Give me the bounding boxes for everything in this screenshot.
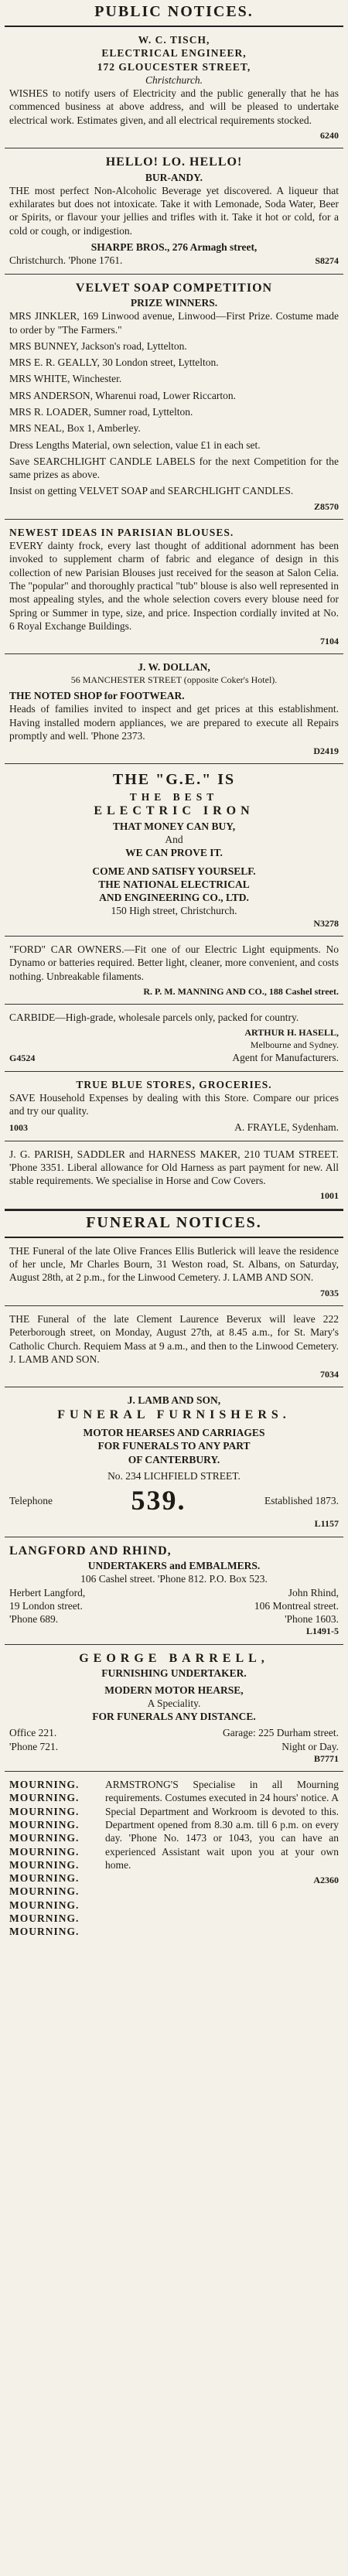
ad-lamb: [5, 1387, 343, 1537]
winner-2: MRS BUNNEY, Jackson's road, Lyttelton.: [9, 339, 187, 352]
ad-parish: [5, 1141, 343, 1210]
mourning-label-11: MOURNING.: [9, 1912, 80, 1924]
ad-subheadline: PRIZE WINNERS.: [130, 297, 218, 309]
winner-3: MRS E. R. GEALLY, 30 London street, Lyttelton.: [9, 357, 219, 369]
ad-est: Established 1873.: [264, 1494, 339, 1506]
ad-line: 150 High street, Christchurch.: [111, 905, 237, 917]
winner-8: Dress Lengths Material, own selection, value £1 in each set.: [9, 438, 261, 451]
ad-role: FURNISHING UNDERTAKER.: [101, 1667, 247, 1680]
ad-signoff: ARTHUR H. HASELL,: [244, 1027, 339, 1039]
ad-tel-label: Telephone: [9, 1494, 53, 1506]
ad-ref: B7771: [313, 1752, 339, 1764]
ad-city: Christchurch. 'Phone 1761.: [9, 254, 123, 267]
ad-agent: Agent for Manufacturers.: [232, 1052, 339, 1064]
ad-headline: THE NOTED SHOP for FOOTWEAR.: [9, 690, 185, 702]
ad-line: A Speciality.: [147, 1697, 201, 1709]
ad-subheadline: BUR-ANDY.: [145, 171, 203, 183]
mourning-label-8: MOURNING.: [9, 1872, 80, 1885]
ad-carbide: [5, 1005, 343, 1071]
mourning-block: [9, 1778, 339, 1938]
ad-headline: LANGFORD AND RHIND,: [9, 1544, 172, 1558]
ad-ref: D2419: [313, 746, 339, 757]
ad-signoff: R. P. M. MANNING AND CO., 188 Cashel street.: [143, 985, 339, 997]
ad-address: 56 MANCHESTER STREET (opposite Coker's Hotel).: [70, 674, 278, 685]
ad-line: OF CANTERBURY.: [128, 1453, 220, 1465]
ad-line: MOTOR HEARSES AND CARRIAGES: [83, 1427, 265, 1439]
mourning-label-9: MOURNING.: [9, 1885, 80, 1898]
notice-ref: 7035: [320, 1287, 339, 1298]
ad-person-1: Herbert Langford,: [9, 1586, 86, 1598]
ad-insist-note: Insist on getting VELVET SOAP and SEARCHLIGHT CANDLES.: [9, 485, 294, 497]
ad-name: J. W. DOLLAN,: [138, 661, 210, 674]
mourning-label-4: MOURNING.: [9, 1819, 80, 1830]
ad-office: Office 221.: [9, 1727, 57, 1739]
ad-ref: L1157: [314, 1518, 339, 1530]
ad-ge-iron: [5, 764, 343, 937]
ad-phone: 'Phone 721.: [9, 1740, 59, 1752]
ad-line: And: [165, 834, 183, 846]
ad-address: No. 234 LICHFIELD STREET.: [107, 1469, 241, 1482]
ad-name: J. LAMB AND SON,: [127, 1394, 221, 1407]
notice-beverux: [5, 1306, 343, 1387]
ad-ref: 7104: [320, 636, 339, 647]
section-header-funeral-notices: FUNERAL NOTICES.: [5, 1210, 343, 1238]
winner-5: MRS ANDERSON, Wharenui road, Lower Riccarton.: [9, 389, 236, 401]
notice-body: THE Funeral of the late Clement Laurence Beverux will leave 222 Peterborough street, on Monday, August 27th, at 8.45 a.m., for St. Mary's Catholic Church. Requiem Mass at 9 a.m., and then to the Linwood Cemetery. J. LAMB AND SON.: [9, 1312, 339, 1365]
mourning-label-6: MOURNING.: [9, 1845, 80, 1858]
winner-4: MRS WHITE, Winchester.: [9, 373, 122, 385]
ad-line: THE NATIONAL ELECTRICAL: [98, 878, 250, 890]
ad-tisch: [5, 27, 343, 148]
winner-6: MRS R. LOADER, Sumner road, Lyttelton.: [9, 405, 193, 418]
ad-body: "FORD" CAR OWNERS.—Fit one of our Electric Light equipments. No Dynamo or batteries required. Better light, cleaner, more convenient, and costs nothing. Unbreakable filaments.: [9, 943, 339, 982]
ad-body: WISHES to notify users of Electricity and the public generally that he has commenced business at above address, and will be pleased to undertake electrical work. Estimates given, and all electrical requirements stocked.: [9, 87, 339, 126]
ad-body: Heads of families invited to inspect and get prices at this establishment. Having installed modern appliances, we are prepared to execute all Repairs promptly and well. 'Phone 2373.: [9, 703, 339, 742]
notice-ref: 7034: [320, 1369, 339, 1380]
notice-butlerick: [5, 1238, 343, 1306]
notice-body: THE Funeral of the late Olive Frances Ellis Butlerick will leave the residence of her uncle, Mr Charles Bourn, 31 Weston road, St. Albans, on Saturday, August 28th, at 2 p.m., for the Linwood Cemetery. J. LAMB AND SON.: [9, 1244, 339, 1284]
ad-signoff: A. FRAYLE, Sydenham.: [234, 1121, 339, 1134]
ad-person-1-addr: 19 London street.: [9, 1599, 83, 1612]
ad-headline: THE "G.E." IS: [112, 771, 236, 789]
ad-role: UNDERTAKERS and EMBALMERS.: [87, 1560, 261, 1572]
ad-save-note: Save SEARCHLIGHT CANDLE LABELS for the next Competition for the same prizes as above.: [9, 455, 339, 481]
ad-line: THE BEST: [129, 791, 219, 804]
ad-headline: NEWEST IDEAS IN PARISIAN BLOUSES.: [9, 526, 234, 538]
ad-ford: [5, 937, 343, 1005]
winner-7: MRS NEAL, Box 1, Amberley.: [9, 422, 141, 435]
winner-1: MRS JINKLER, 169 Linwood avenue, Linwood—First Prize. Costume made to order by "The Farmers.": [9, 310, 339, 336]
ad-line: FOR FUNERALS TO ANY PART: [97, 1440, 251, 1452]
ad-body: CARBIDE—High-grade, wholesale parcels only, packed for country.: [9, 1012, 299, 1024]
ad-dollan: [5, 654, 343, 764]
ad-signoff-2: Melbourne and Sydney.: [250, 1039, 339, 1050]
ad-line: ELECTRIC IRON: [94, 804, 254, 818]
ad-night: Night or Day.: [281, 1740, 339, 1752]
ad-headline: HELLO! LO. HELLO!: [105, 155, 243, 169]
ad-person-2-addr: 106 Montreal street.: [254, 1599, 339, 1612]
ad-body: J. G. PARISH, SADDLER and HARNESS MAKER, 210 TUAM STREET. 'Phone 3351. Liberal allowance for Old Harness as part payment for new. All stable requirements. We specialise in Horse and Cow Covers.: [9, 1148, 339, 1187]
ad-name: GEORGE BARRELL,: [79, 1651, 269, 1665]
ad-ref: 1003: [9, 1122, 28, 1134]
ad-body: THE most perfect Non-Alcoholic Beverage yet discovered. A liqueur that exhilarates but does not intoxicate. Take it with Lemonade, Soda Water, Beer or Spirits, or flavour your jellies and trifles with it. Take it hot or cold, for a cold or cough, or indigestion.: [9, 184, 339, 237]
ad-ref: S8274: [315, 255, 339, 267]
mourning-label-7: MOURNING.: [9, 1858, 80, 1871]
ad-ref: N3278: [313, 917, 339, 929]
mourning-label-2: MOURNING.: [9, 1792, 80, 1804]
ad-line: COME AND SATISFY YOURSELF.: [92, 865, 256, 877]
ad-ref: G4524: [9, 1053, 36, 1064]
ad-body: EVERY dainty frock, every last thought of additional adornment has been invoked to supplement charm of fabric and elegance of design in this collection of new Parisian Blouses just received for the season at Salon Celia. The "popular" and thoroughly practical "tub" blouse is also well represented in most appealing styles, and the whole selection covers every blouse need for Spring or Summer in type, size, and price. Inspection cordially invited at No. 6 Royal Exchange Buildings.: [9, 540, 339, 632]
mourning-label-10: MOURNING.: [9, 1899, 80, 1911]
mourning-label-3: MOURNING.: [9, 1805, 80, 1817]
newspaper-column: [5, 0, 343, 1944]
ad-role: ELECTRICAL ENGINEER,: [101, 47, 247, 60]
mourning-text: ARMSTRONG'S Specialise in all Mourning requirements. Costumes executed in 24 hours' notice. A Special Department and Workroom is devoted to this. Department opened from 8.30 a.m. till 6 p.m. on every day. 'Phone No. 1473 or 1043, you can have an experienced Assistant wait upon you at your own home.: [105, 1779, 339, 1871]
ad-true-blue: [5, 1072, 343, 1141]
ad-mourning: [5, 1772, 343, 1944]
ad-ref: 6240: [320, 129, 339, 141]
mourning-label-12: MOURNING.: [9, 1926, 80, 1938]
ad-sharpe: [5, 148, 343, 274]
ad-ref: L1491-5: [306, 1626, 339, 1637]
ad-city: Christchurch.: [145, 73, 203, 86]
ad-velvet-soap: [5, 275, 343, 520]
ad-name: W. C. TISCH,: [138, 34, 210, 46]
ad-person-1-phone: 'Phone 689.: [9, 1613, 59, 1626]
mourning-label-5: MOURNING.: [9, 1832, 80, 1844]
section-header-public-notices: PUBLIC NOTICES.: [5, 0, 343, 27]
mourning-ref: A2360: [313, 1875, 339, 1886]
ad-line: AND ENGINEERING CO., LTD.: [99, 892, 249, 904]
ad-blouses: [5, 520, 343, 654]
ad-ref: 1001: [320, 1190, 339, 1202]
mourning-label-1: MOURNING.: [9, 1779, 80, 1791]
ad-line: THAT MONEY CAN BUY,: [112, 820, 236, 832]
ad-line: FOR FUNERALS ANY DISTANCE.: [92, 1711, 256, 1723]
ad-ref: Z8570: [313, 500, 339, 512]
ad-garage: Garage: 225 Durham street.: [223, 1727, 339, 1739]
ad-tel: 539.: [131, 1485, 186, 1517]
ad-langford-rhind: [5, 1537, 343, 1645]
ad-role: FUNERAL FURNISHERS.: [57, 1407, 291, 1421]
ad-address: 106 Cashel street. 'Phone 812. P.O. Box 523.: [80, 1573, 268, 1585]
ad-headline: VELVET SOAP COMPETITION: [75, 281, 273, 295]
ad-address: 172 GLOUCESTER STREET,: [97, 60, 251, 73]
ad-person-2: John Rhind,: [288, 1586, 339, 1598]
ad-person-2-phone: 'Phone 1603.: [285, 1613, 339, 1626]
ad-signoff: SHARPE BROS., 276 Armagh street,: [90, 241, 258, 254]
ad-line: WE CAN PROVE IT.: [125, 847, 223, 859]
ad-barrell: [5, 1645, 343, 1772]
ad-line: MODERN MOTOR HEARSE,: [104, 1684, 244, 1696]
ad-headline: TRUE BLUE STORES, GROCERIES.: [76, 1078, 272, 1090]
mourning-labels: [9, 1778, 101, 1938]
ad-body: SAVE Household Expenses by dealing with this Store. Compare our prices and try our quality.: [9, 1091, 339, 1117]
